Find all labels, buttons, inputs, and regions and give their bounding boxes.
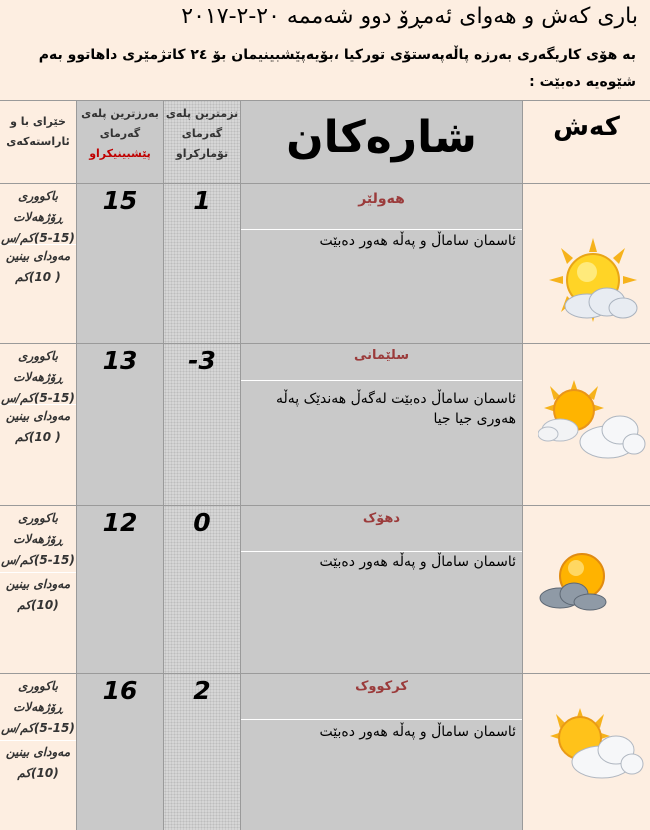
visibility-value: ( 10)کم xyxy=(15,270,61,284)
sun-behind-cloud-icon xyxy=(540,706,644,786)
page-subtitle: بە هۆی کاریگەری بەرزە پاڵەپەستۆی تورکیا ،بۆیەپێشبینیمان بۆ ٢٤ کاتژمێری داهاتوو بەم شێوەیە دەبێت : xyxy=(38,47,636,90)
max-temp-value: 12 xyxy=(102,508,138,537)
divider xyxy=(0,343,650,344)
max-temp-value: 15 xyxy=(102,186,138,215)
visibility-info xyxy=(0,406,76,448)
visibility-label: مەودای بینین xyxy=(5,577,71,591)
min-temp-value: 2 xyxy=(193,676,211,705)
wind-info xyxy=(0,186,76,249)
wind-direction: باکووری ڕۆژهەلات xyxy=(13,511,63,546)
city-name: سلێمانی xyxy=(353,348,410,363)
city-name: کرکووک xyxy=(355,679,408,694)
weather-column-header: کەش xyxy=(553,112,620,142)
min-temp-column-header: نزمترین پلەی گەرمای تۆمارکراو xyxy=(165,107,239,160)
wind-speed: (5-15)کم/س xyxy=(1,391,75,405)
divider xyxy=(0,572,76,573)
wind-column-header: خێرای با و ئاراستەکەی xyxy=(6,115,70,148)
page-title: باری کەش و هەوای ئەمڕۆ دوو شەممە ٢٠-٢-٢٠١٧ xyxy=(181,4,638,29)
visibility-info xyxy=(0,574,76,616)
divider xyxy=(240,100,241,830)
wind-info xyxy=(0,508,76,571)
divider xyxy=(0,673,650,674)
wind-direction: باکووری ڕۆژهەلات xyxy=(13,679,63,714)
divider xyxy=(241,719,522,720)
divider xyxy=(241,380,522,381)
max-temp-header-label: بەرزترین پلەی گەرمای xyxy=(81,107,159,140)
wind-speed: (5-15)کم/س xyxy=(1,721,75,735)
min-temp-value: -3 xyxy=(188,346,216,375)
divider xyxy=(0,740,76,741)
city-column-header: شارەکان xyxy=(286,112,477,163)
visibility-value: ( 10)کم xyxy=(15,430,61,444)
visibility-info xyxy=(0,742,76,784)
min-temp-value: 0 xyxy=(193,508,211,537)
header xyxy=(0,0,650,100)
city-name: دهۆک xyxy=(362,511,401,526)
divider xyxy=(241,229,522,230)
sun-behind-small-cloud-icon xyxy=(547,236,643,326)
sun-behind-dark-cloud-icon xyxy=(538,550,610,614)
max-temp-header-red: پێشبینیکراو xyxy=(89,147,151,160)
weather-description: ئاسمان ساماڵ دەبێت لەگەڵ هەندێک پەڵە هەوری جیا جیا xyxy=(275,391,516,427)
max-temp-value: 13 xyxy=(102,346,138,375)
divider xyxy=(0,183,650,184)
visibility-label: مەودای بینین xyxy=(5,409,71,423)
city-column xyxy=(241,100,522,830)
max-temp-column-header xyxy=(77,104,163,164)
weather-description: ئاسمان ساماڵ و پەڵە هەور دەبێت xyxy=(319,554,516,570)
visibility-label: مەودای بینین xyxy=(5,745,71,759)
wind-info xyxy=(0,676,76,739)
visibility-value: (10)کم xyxy=(17,766,59,780)
visibility-info xyxy=(0,246,76,288)
wind-info xyxy=(0,346,76,409)
sun-and-clouds-icon xyxy=(538,378,646,464)
divider xyxy=(522,100,523,830)
max-temp-value: 16 xyxy=(102,676,138,705)
divider xyxy=(0,100,650,101)
city-name: هەولێر xyxy=(358,191,405,207)
min-temp-value: 1 xyxy=(193,186,211,215)
wind-direction: باکووری ڕۆژهەلات xyxy=(13,189,63,224)
visibility-label: مەودای بینین xyxy=(5,249,71,263)
visibility-value: (10)کم xyxy=(17,598,59,612)
wind-speed: (5-15)کم/س xyxy=(1,553,75,567)
weather-description: ئاسمان ساماڵ و پەڵە هەور دەبێت xyxy=(319,724,516,740)
divider xyxy=(0,505,650,506)
wind-direction: باکووری ڕۆژهەلات xyxy=(13,349,63,384)
weather-description: ئاسمان ساماڵ و پەڵە هەور دەبێت xyxy=(319,233,516,249)
wind-speed: (5-15)کم/س xyxy=(1,231,75,245)
